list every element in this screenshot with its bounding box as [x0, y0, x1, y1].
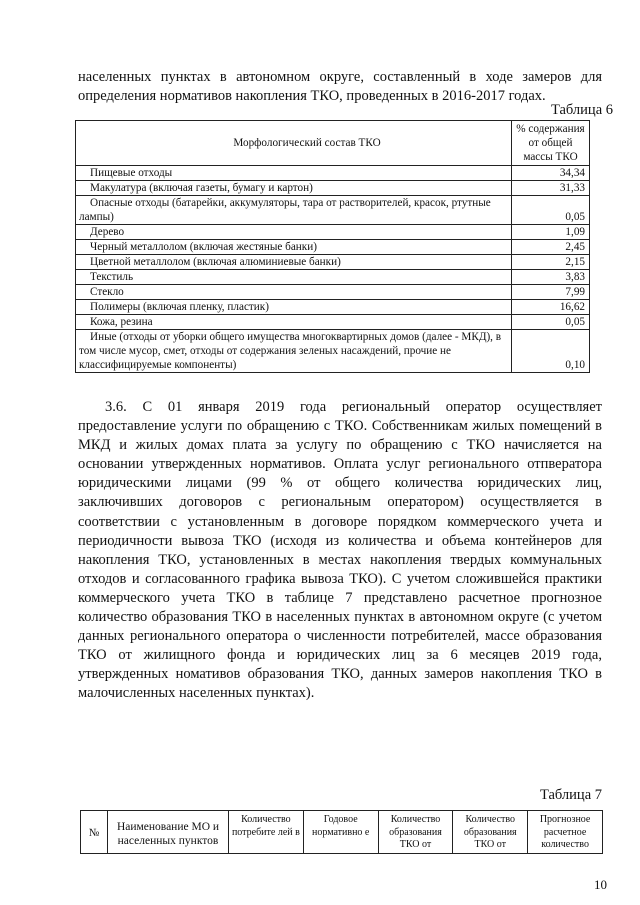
table-row: [76, 181, 590, 196]
row-name: Пищевые отходы: [76, 166, 512, 181]
row-name: Полимеры (включая пленку, пластик): [76, 300, 512, 315]
row-value: 0,05: [512, 196, 590, 225]
row-name: Цветной металлолом (включая алюминиевые банки): [76, 255, 512, 270]
row-value: 0,10: [512, 330, 590, 373]
table-row: [76, 225, 590, 240]
table-row: [76, 285, 590, 300]
table-row: [76, 255, 590, 270]
row-name: Текстиль: [76, 270, 512, 285]
percent-header-line-3: массы ТКО: [523, 151, 578, 163]
percent-header: [512, 121, 590, 166]
row-value: 34,34: [512, 166, 590, 181]
table-row: [76, 196, 590, 225]
table-header-row: [76, 121, 590, 166]
percent-header-line-1: % содержания: [516, 123, 585, 135]
row-value: 7,99: [512, 285, 590, 300]
table-row: [76, 300, 590, 315]
forecast-quantity-header: Прогнозное расчетное количество: [528, 811, 603, 854]
composition-header: Морфологический состав ТКО: [76, 121, 512, 166]
row-value: 2,45: [512, 240, 590, 255]
row-value: 0,05: [512, 315, 590, 330]
row-value: 2,15: [512, 255, 590, 270]
annual-norm-header: Годовое нормативно е: [303, 811, 378, 854]
number-header: №: [81, 811, 108, 854]
table-6-caption: Таблица 6: [550, 102, 613, 118]
morphology-table: [75, 120, 590, 373]
section-3-6-paragraph: 3.6. С 01 января 2019 года региональный оператор осуществляет предоставление услуги по обращению с ТКО. Собственникам жилых помещений в МКД и жилых домах плата за услугу по обращению с ТКО начисляется на основании утвержденных нормативов. Оплата услуг регионального отпвератора юридическими лицами (99 % от общего количества юридических лиц, заключивших договоров с региональным оператором) осуществляется в соответствии с установленным в договоре порядком коммерческого учета и периодичности вывоза ТКО (исходя из количества и объема контейнеров для накопления ТКО, установленных в местах накопления твердых коммунальных отходов и согласованного графика вывоза ТКО). С учетом сложившейся практики коммерческого учета ТКО в таблице 7 представлено расчетное прогнозное количество образования ТКО в населенных пунктах в автономном округе (с учетом данных регионального оператора о численности потребителей, массе образования ТКО от жилищного фонда и юридических лиц за 6 месяцев 2019 года, утвержденных номативов образования ТКО, данных замеров накопления ТКО в малочисленных населенных пунктах).: [78, 399, 602, 702]
consumers-header: Количество потребите лей в: [229, 811, 304, 854]
table-row: [76, 315, 590, 330]
percent-header-line-2: от общей: [528, 137, 573, 149]
row-value: 1,09: [512, 225, 590, 240]
intro-text: населенных пунктах в автономном округе, составленный в ходе замеров для определения нормативов накопления ТКО, проведенных в 2016-2017 годах.: [78, 69, 602, 104]
forecast-table: [80, 810, 603, 854]
row-name: Дерево: [76, 225, 512, 240]
municipality-header: Наименование МО и населенных пунктов: [108, 811, 229, 854]
row-value: 31,33: [512, 181, 590, 196]
row-name: Черный металлолом (включая жестяные банки): [76, 240, 512, 255]
row-name: Стекло: [76, 285, 512, 300]
table-row: [76, 166, 590, 181]
table-header-row: [81, 811, 603, 854]
row-value: 16,62: [512, 300, 590, 315]
row-name: Иные (отходы от уборки общего имущества многоквартирных домов (далее - МКД), в том числе мусор, смет, отходы от содержания зеленых насаждений, прочие не классифицируемые компоненты): [76, 330, 512, 373]
table-7-caption: Таблица 7: [539, 787, 602, 803]
table-row: [76, 270, 590, 285]
table-row: [76, 240, 590, 255]
row-name: Кожа, резина: [76, 315, 512, 330]
page-number: 10: [594, 877, 607, 892]
row-value: 3,83: [512, 270, 590, 285]
table-row: [76, 330, 590, 373]
waste-quantity-header-1: Количество образования ТКО от: [378, 811, 453, 854]
waste-quantity-header-2: Количество образования ТКО от: [453, 811, 528, 854]
row-name: Макулатура (включая газеты, бумагу и картон): [76, 181, 512, 196]
row-name: Опасные отходы (батарейки, аккумуляторы, тара от растворителей, красок, ртутные лампы): [76, 196, 512, 225]
